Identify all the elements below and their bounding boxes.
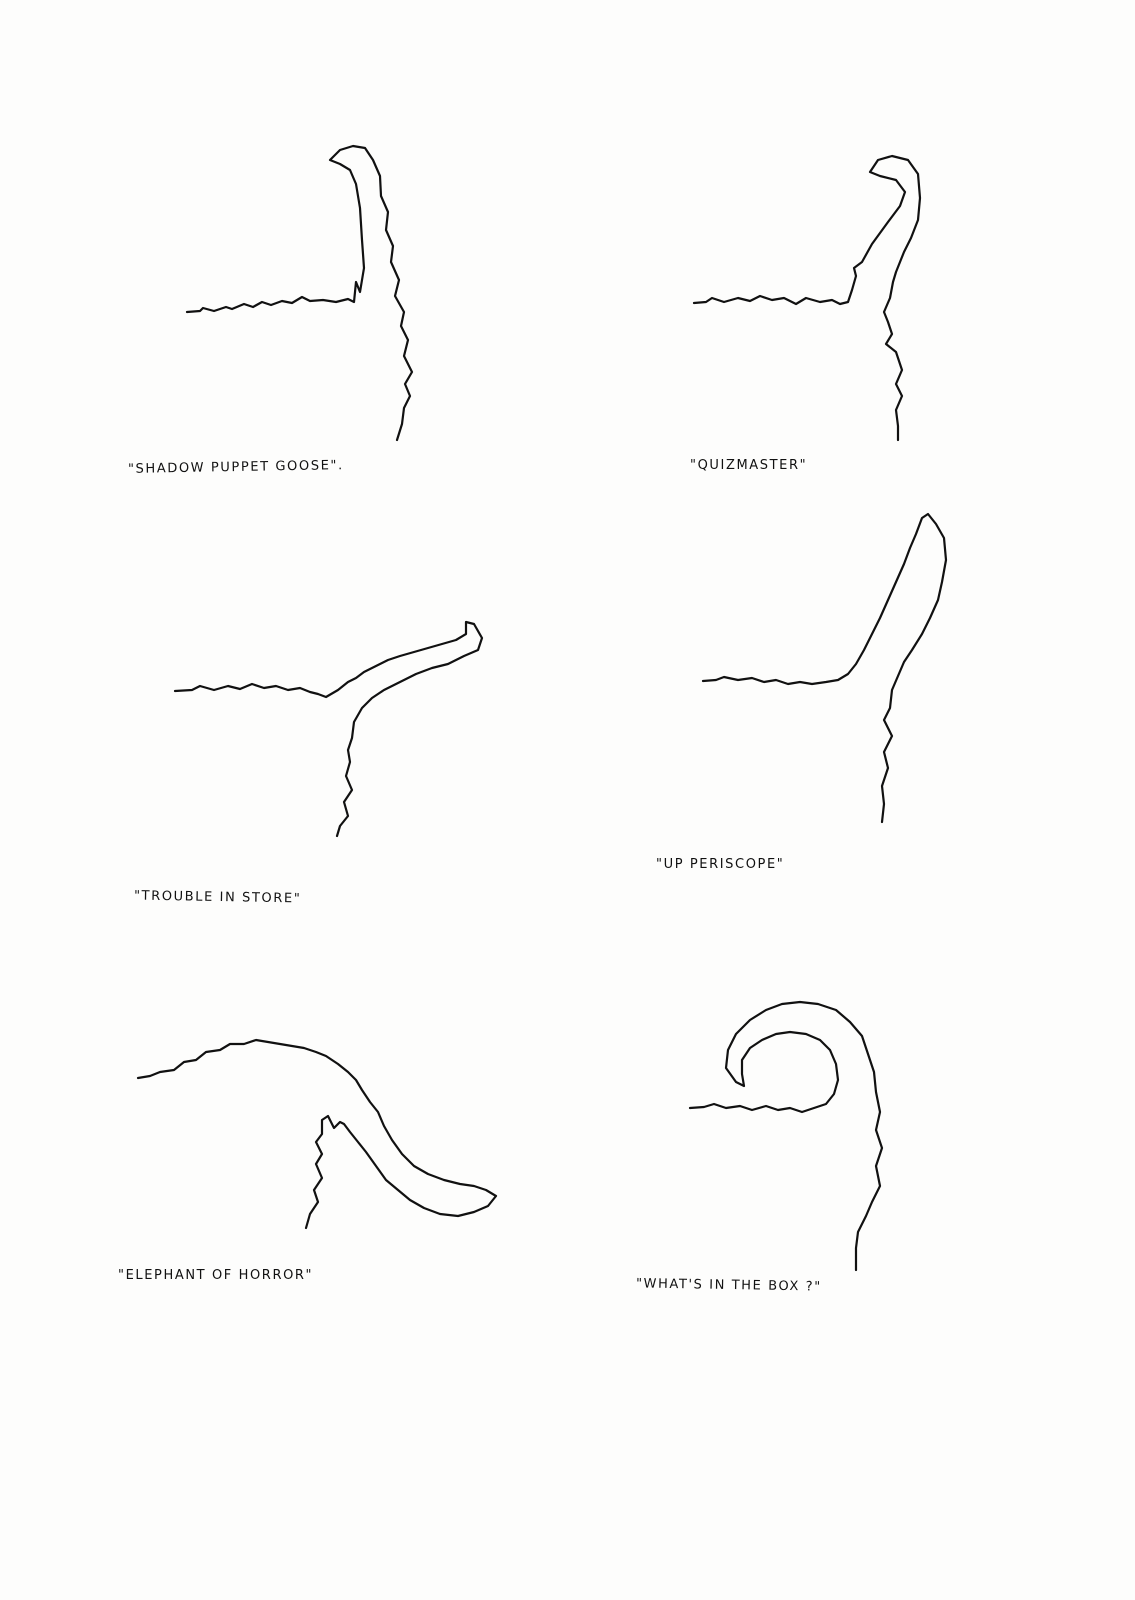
- tail-drawing-shadow-puppet-goose: [187, 146, 412, 440]
- tail-drawing-whats-in-the-box: [690, 1002, 882, 1270]
- caption-elephant-of-horror: "ELEPHANT OF HORROR": [118, 1268, 314, 1283]
- tail-drawing-up-periscope: [703, 514, 946, 822]
- caption-up-periscope: "UP PERISCOPE": [656, 857, 785, 872]
- tail-drawing-elephant-of-horror: [138, 1040, 496, 1228]
- tail-drawing-quizmaster: [694, 156, 920, 440]
- caption-shadow-puppet-goose: "SHADOW PUPPET GOOSE".: [127, 458, 344, 477]
- tail-drawing-trouble-in-store: [175, 622, 482, 836]
- caption-quizmaster: "QUIZMASTER": [690, 458, 808, 473]
- caption-trouble-in-store: "TROUBLE IN STORE": [133, 888, 302, 907]
- caption-whats-in-the-box: "WHAT'S IN THE BOX ?": [635, 1276, 822, 1295]
